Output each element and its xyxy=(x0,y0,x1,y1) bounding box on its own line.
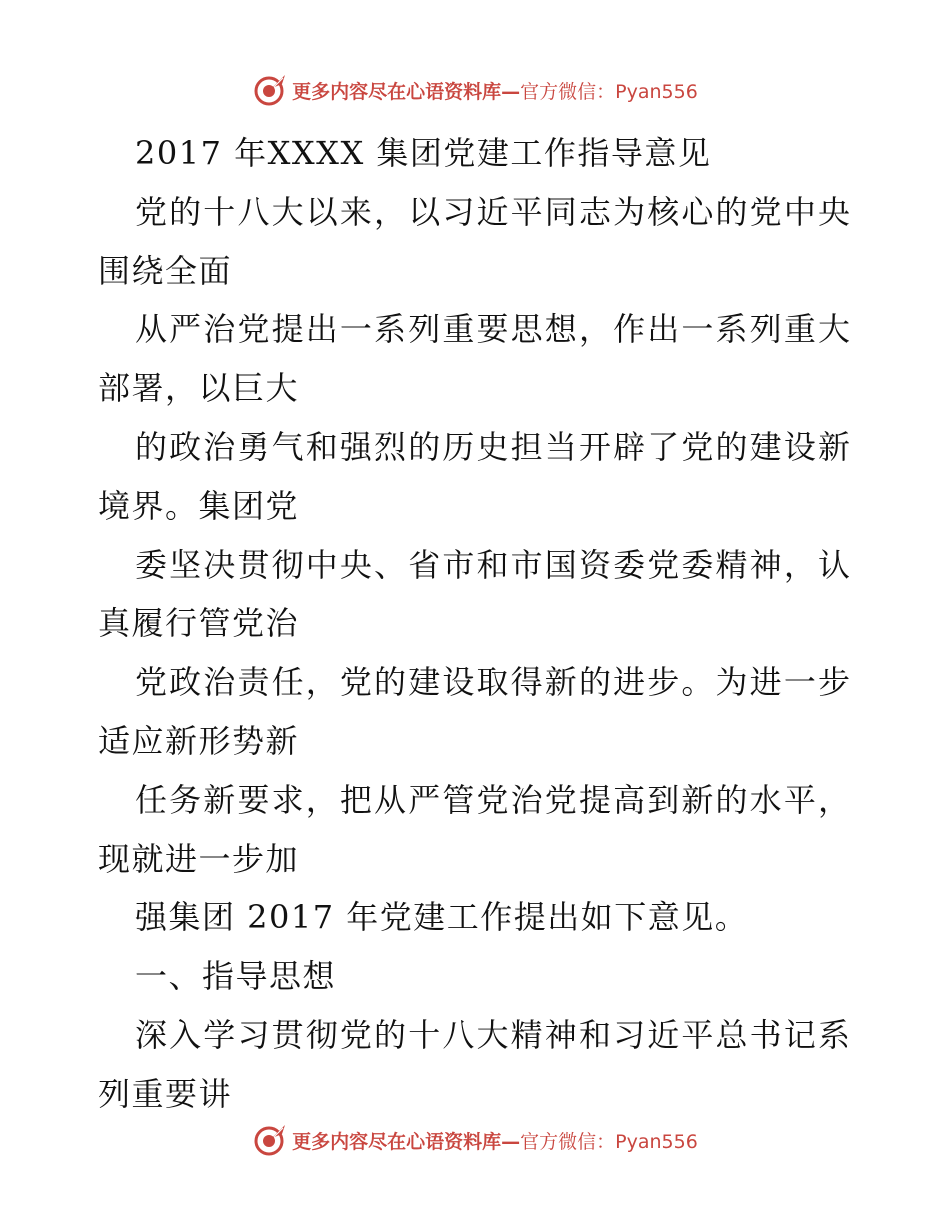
watermark-header xyxy=(0,70,950,110)
document-line: 强集团 2017 年党建工作提出如下意见。 xyxy=(135,898,749,937)
document-line: 任务新要求，把从严管党治党提高到新的水平， xyxy=(135,780,850,819)
document-line: 的政治勇气和强烈的历史担当开辟了党的建设新 xyxy=(135,427,850,466)
document-line: 适应新形势新 xyxy=(98,721,300,760)
document-line: 真履行管党治 xyxy=(98,604,300,643)
quill-logo-icon xyxy=(252,72,288,108)
watermark-text xyxy=(292,1127,698,1154)
document-line: 部署，以巨大 xyxy=(98,369,300,408)
watermark-prefix: 更多内容尽在心语资料库— xyxy=(292,1130,521,1153)
document-line: 深入学习贯彻党的十八大精神和习近平总书记系 xyxy=(135,1015,850,1054)
document-line: 一、指导思想 xyxy=(135,957,337,996)
watermark-prefix: 更多内容尽在心语资料库— xyxy=(292,80,521,103)
document-body xyxy=(98,124,850,1124)
document-line: 党的十八大以来，以习近平同志为核心的党中央 xyxy=(135,192,850,231)
document-line: 列重要讲 xyxy=(98,1074,233,1113)
watermark-text xyxy=(292,77,698,104)
document-line: 委坚决贯彻中央、省市和市国资委党委精神，认 xyxy=(135,545,850,584)
watermark-footer xyxy=(0,1120,950,1160)
quill-logo-icon xyxy=(252,1122,288,1158)
document-line: 党政治责任，党的建设取得新的进步。为进一步 xyxy=(135,663,850,702)
watermark-suffix: 官方微信：Pyan556 xyxy=(520,1130,698,1153)
document-line: 现就进一步加 xyxy=(98,839,300,878)
document-line: 从严治党提出一系列重要思想，作出一系列重大 xyxy=(135,310,850,349)
watermark-suffix: 官方微信：Pyan556 xyxy=(520,80,698,103)
document-line: 境界。集团党 xyxy=(98,486,300,525)
document-line: 围绕全面 xyxy=(98,251,233,290)
document-line: 2017 年XXXX 集团党建工作指导意见 xyxy=(135,134,712,172)
